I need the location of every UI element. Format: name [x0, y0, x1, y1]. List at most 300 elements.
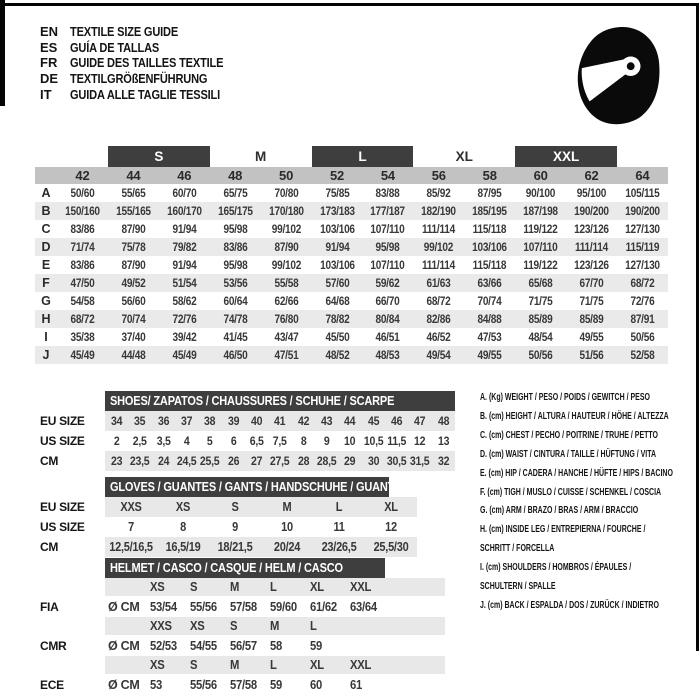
language-title-list [40, 24, 250, 102]
size-cell: 150/160 [65, 204, 100, 218]
data-row [40, 451, 455, 471]
size-cell: 52/58 [630, 348, 655, 362]
row-label: EU SIZE [40, 500, 85, 514]
value-cell: 28 [297, 454, 309, 468]
size-cell: 83/88 [375, 186, 400, 200]
size-cell: 50/60 [70, 186, 95, 200]
standard-label: ECE [40, 677, 64, 692]
row-values [105, 537, 417, 557]
value-cell: 35 [134, 414, 146, 428]
value-cell: 36 [157, 414, 169, 428]
size-cell: 123/126 [574, 222, 609, 236]
unit-label: Ø CM [108, 677, 140, 692]
size-cell: 95/98 [223, 222, 248, 236]
size-cell: 60/64 [223, 294, 248, 308]
size-cell: 182/190 [421, 204, 457, 218]
helmet-values [105, 596, 445, 617]
size-cell: 95/98 [223, 258, 248, 272]
language-code: IT [40, 86, 52, 102]
legend-line: E. (cm) HIP / CADERA / HANCHE / HÜFTE / HIPS / BACINO [480, 467, 673, 479]
size-cell: 51/54 [172, 276, 197, 290]
value-cell: 23/26,5 [321, 540, 357, 554]
measure-row-label: G [41, 294, 51, 308]
helmet-size-value: 52/53 [150, 638, 177, 653]
size-column-header: 60 [533, 168, 548, 183]
helmet-value-row [40, 635, 445, 656]
size-cell: 56/60 [121, 294, 146, 308]
size-cell: 83/86 [70, 222, 95, 236]
helmet-size-value: 59 [310, 638, 322, 653]
size-cell: 47/53 [477, 330, 502, 344]
size-cell: 65/68 [528, 276, 553, 290]
size-cell: 45/49 [172, 348, 197, 362]
helmet-size-header: S [190, 658, 198, 672]
row-values [105, 497, 417, 517]
size-band-l: L [312, 146, 414, 167]
size-cell: 55/65 [121, 186, 146, 200]
size-cell: 72/76 [630, 294, 655, 308]
size-cell: 48/52 [325, 348, 349, 362]
row-label: US SIZE [40, 520, 85, 534]
value-cell: 24 [157, 454, 169, 468]
measure-row-label: J [42, 348, 50, 362]
measure-row-label: H [41, 312, 51, 326]
size-cell: 165/175 [217, 204, 253, 218]
size-cell: 90/100 [525, 186, 556, 200]
size-band-m: M [255, 149, 267, 164]
size-band-xl: XL [455, 149, 473, 164]
size-cell: 46/52 [426, 330, 451, 344]
size-cell: 45/49 [70, 348, 95, 362]
helmet-size-header: XS [150, 658, 165, 672]
language-row [40, 55, 250, 71]
value-cell: 30,5 [386, 454, 407, 468]
value-cell: 27,5 [270, 454, 290, 468]
value-cell: 13 [437, 434, 449, 448]
value-cell: 2 [113, 434, 120, 448]
value-cell: 38 [204, 414, 216, 428]
size-cell: 84/88 [477, 312, 502, 326]
language-code: EN [40, 24, 59, 40]
language-title: GUIDA ALLE TAGLIE TESSILI [70, 86, 221, 102]
size-cell: 80/84 [375, 312, 400, 326]
value-cell: 23,5 [130, 454, 150, 468]
size-cell: 37/40 [121, 330, 146, 344]
size-cell: 115/118 [472, 222, 507, 236]
language-code: FR [40, 55, 58, 71]
helmet-values [105, 674, 445, 695]
size-row [35, 346, 668, 364]
size-cell: 53/56 [223, 276, 248, 290]
size-cell: 63/66 [477, 276, 502, 290]
language-title: TEXTILGRÖßENFÜHRUNG [70, 71, 208, 87]
data-row [40, 517, 417, 537]
value-cell: 46 [390, 414, 403, 428]
helmet-size-header-row [40, 656, 445, 674]
size-cell: 190/200 [625, 204, 660, 218]
helmet-size-header: L [270, 658, 277, 672]
helmet-size-value: 61 [350, 677, 362, 692]
size-column-header: 62 [584, 168, 599, 183]
measure-row-label: B [41, 204, 51, 218]
size-cell: 85/89 [579, 312, 604, 326]
size-column-header: 56 [431, 168, 446, 183]
size-cell: 82/86 [426, 312, 451, 326]
size-column-header: 44 [126, 168, 141, 183]
size-cell: 54/58 [70, 294, 95, 308]
value-cell: 20/24 [273, 540, 301, 554]
value-cell: 40 [251, 414, 263, 428]
size-cell: 119/122 [523, 258, 558, 272]
size-column-header: 54 [380, 168, 395, 183]
row-label: CM [40, 454, 59, 468]
size-cell: 173/183 [319, 204, 355, 218]
legend-line: C. (cm) CHEST / PECHO / POITRINE / TRUHE / PETTO [480, 429, 659, 441]
size-cell: 155/165 [116, 204, 151, 218]
size-column-header: 48 [228, 168, 243, 183]
helmet-size-header: XXS [150, 619, 172, 633]
value-cell: 31,5 [410, 454, 430, 468]
size-cell: 78/82 [325, 312, 349, 326]
legend-line: I. (cm) SHOULDERS / HOMBROS / ÉPAULES / [480, 562, 632, 574]
legend-line: SCHULTERN / SPALLE [480, 581, 556, 593]
helmet-size-value: 61/62 [310, 599, 337, 614]
size-column-header: 42 [75, 168, 90, 183]
helmet-size-header-row [40, 578, 445, 596]
value-cell: 37 [181, 414, 193, 428]
size-cell: 105/115 [625, 186, 660, 200]
size-row [35, 202, 668, 220]
value-cell: M [282, 500, 292, 514]
data-row [40, 431, 455, 451]
legend-line: F. (cm) TIGH / MUSLO / CUISSE / SCHENKEL / COSCIA [480, 486, 662, 498]
size-cell: 119/122 [523, 222, 558, 236]
value-cell: 32 [437, 454, 449, 468]
size-cell: 67/70 [579, 276, 604, 290]
value-cell: 5 [207, 434, 213, 448]
row-label: CM [40, 540, 59, 554]
language-row [40, 40, 250, 56]
size-row [35, 274, 668, 292]
size-cell: 95/98 [375, 240, 400, 254]
language-code: DE [40, 71, 59, 87]
size-column-header: 46 [177, 168, 192, 183]
size-cell: 46/51 [375, 330, 400, 344]
size-band-empty [57, 146, 108, 167]
helmet-size-header-row [40, 617, 445, 635]
size-cell: 87/90 [121, 258, 146, 272]
helmet-size-header: M [270, 619, 280, 633]
size-cell: 65/75 [223, 186, 248, 200]
size-column-header: 58 [482, 168, 497, 183]
size-cell: 111/114 [422, 222, 456, 236]
size-cell: 160/170 [166, 204, 202, 218]
frame-border-left [0, 0, 5, 106]
size-cell: 87/91 [630, 312, 655, 326]
row-values [105, 517, 417, 537]
section-title-band [105, 391, 455, 411]
size-column-header: 64 [635, 168, 650, 183]
row-values [105, 411, 455, 431]
frame-border-top [0, 3, 699, 6]
language-code: ES [40, 39, 58, 55]
size-cell: 57/60 [325, 276, 349, 290]
section-title: GLOVES / GUANTES / GANTS / HANDSCHUHE / GUANTI [110, 480, 398, 494]
size-row [35, 220, 668, 238]
value-cell: 18/21,5 [217, 540, 253, 554]
size-row [35, 184, 668, 202]
size-cell: 91/94 [325, 240, 349, 254]
size-band-s: S [108, 146, 210, 167]
size-cell: 59/62 [375, 276, 400, 290]
size-cell: 170/180 [268, 204, 304, 218]
helmet-size-header: M [230, 580, 240, 594]
gloves-size-table [40, 477, 417, 557]
helmet-size-table [40, 558, 445, 695]
helmet-value-row [40, 674, 445, 695]
size-cell: 68/72 [426, 294, 451, 308]
size-cell: 35/38 [70, 330, 95, 344]
size-cell: 72/76 [172, 312, 197, 326]
value-cell: L [335, 500, 343, 514]
size-cell: 187/198 [523, 204, 558, 218]
legend-line: SCHRITT / FORCELLA [480, 543, 555, 555]
section-title-row [40, 558, 445, 578]
measure-row-label: I [44, 330, 48, 344]
size-cell: 49/55 [477, 348, 502, 362]
value-cell: S [231, 500, 239, 514]
value-cell: 44 [344, 414, 356, 428]
size-cell: 87/90 [274, 240, 299, 254]
size-band-xxl: XXL [515, 146, 617, 167]
value-cell: 24,5 [176, 454, 197, 468]
helmet-size-value: 54/55 [190, 638, 217, 653]
size-cell: 103/106 [472, 240, 508, 254]
value-cell: 42 [297, 414, 309, 428]
helmet-size-headers [105, 617, 445, 635]
helmet-size-header: XL [310, 580, 324, 594]
size-cell: 76/80 [274, 312, 299, 326]
value-cell: 8 [300, 434, 307, 448]
size-cell: 127/130 [625, 258, 660, 272]
textile-size-table [35, 146, 668, 364]
size-cell: 48/54 [528, 330, 553, 344]
value-cell: 10 [344, 434, 356, 448]
helmet-size-value: 57/58 [230, 677, 257, 692]
value-cell: 12 [414, 434, 426, 448]
size-cell: 127/130 [625, 222, 660, 236]
helmet-size-header: XXL [350, 658, 372, 672]
size-cell: 190/200 [574, 204, 609, 218]
size-band-row [35, 146, 668, 167]
value-cell: 45 [367, 414, 379, 428]
size-cell: 49/54 [426, 348, 451, 362]
size-cell: 107/110 [370, 258, 405, 272]
size-cell: 64/68 [325, 294, 349, 308]
size-row [35, 256, 668, 274]
size-cell: 85/92 [426, 186, 451, 200]
size-cell: 87/95 [477, 186, 502, 200]
helmet-size-value: 55/56 [190, 677, 217, 692]
value-cell: 25,5 [200, 454, 220, 468]
value-cell: 6 [230, 434, 237, 448]
helmet-values [105, 635, 445, 656]
helmet-size-header: L [310, 619, 317, 633]
row-label: US SIZE [40, 434, 85, 448]
helmet-size-value: 56/57 [230, 638, 257, 653]
value-cell: 47 [414, 414, 426, 428]
size-cell: 91/94 [172, 258, 197, 272]
size-row [35, 328, 668, 346]
size-cell: 61/63 [426, 276, 451, 290]
size-cell: 66/70 [375, 294, 400, 308]
size-header-row [35, 167, 668, 184]
value-cell: 12 [385, 520, 397, 534]
language-title: TEXTILE SIZE GUIDE [70, 24, 179, 40]
language-row [40, 71, 250, 87]
size-cell: 103/106 [319, 222, 355, 236]
language-title: GUIDE DES TAILLES TEXTILE [70, 55, 224, 71]
size-cell: 87/90 [121, 222, 146, 236]
value-cell: 11,5 [387, 434, 407, 448]
size-cell: 177/187 [370, 204, 406, 218]
size-cell: 95/100 [576, 186, 607, 200]
size-cell: 185/195 [472, 204, 508, 218]
section-title-row [40, 391, 455, 411]
size-row [35, 292, 668, 310]
size-cell: 70/80 [274, 186, 299, 200]
value-cell: XS [175, 500, 191, 514]
size-cell: 47/50 [70, 276, 95, 290]
size-cell: 115/118 [472, 258, 507, 272]
row-label: EU SIZE [40, 414, 85, 428]
helmet-size-value: 53/54 [150, 599, 177, 614]
section-title-row [40, 477, 417, 497]
size-cell: 111/114 [422, 258, 456, 272]
value-cell: 6,5 [249, 434, 264, 448]
size-cell: 83/86 [223, 240, 248, 254]
helmet-size-value: 59/60 [270, 599, 297, 614]
size-column-header: 52 [329, 168, 345, 183]
size-cell: 71/74 [70, 240, 95, 254]
value-cell: 28,5 [316, 454, 337, 468]
value-cell: 16,5/19 [165, 540, 201, 554]
size-cell: 70/74 [477, 294, 502, 308]
value-cell: 10 [281, 520, 293, 534]
helmet-size-value: 57/58 [230, 599, 257, 614]
size-cell: 49/55 [579, 330, 604, 344]
size-cell: 55/58 [274, 276, 299, 290]
row-values [105, 431, 455, 451]
helmet-size-value: 59 [270, 677, 282, 692]
measure-row-label: C [41, 222, 51, 236]
helmet-size-headers [105, 578, 445, 596]
value-cell: 7 [128, 520, 134, 534]
size-row [35, 310, 668, 328]
value-cell: 11 [333, 520, 345, 534]
section-title: SHOES/ ZAPATOS / CHAUSSURES / SCHUHE / SCARPE [110, 394, 395, 408]
size-cell: 79/82 [172, 240, 197, 254]
size-cell: 60/70 [172, 186, 197, 200]
value-cell: 25,5/30 [373, 540, 409, 554]
size-cell: 71/75 [579, 294, 604, 308]
size-cell: 123/126 [574, 258, 609, 272]
size-cell: 50/56 [528, 348, 553, 362]
legend-line: J. (cm) BACK / ESPALDA / DOS / ZURÜCK / INDIETRO [480, 599, 659, 611]
value-cell: 43 [321, 414, 333, 428]
size-cell: 39/42 [172, 330, 197, 344]
standard-label: CMR [40, 638, 67, 653]
helmet-size-header: XL [310, 658, 324, 672]
size-cell: 44/48 [121, 348, 146, 362]
value-cell: 8 [180, 520, 186, 534]
value-cell: 26 [227, 454, 239, 468]
value-cell: 2,5 [133, 434, 147, 448]
value-cell: 23 [111, 454, 123, 468]
size-cell: 99/102 [424, 240, 454, 254]
helmet-size-header: S [190, 580, 198, 594]
helmet-size-headers [105, 656, 445, 674]
size-cell: 85/89 [528, 312, 553, 326]
size-cell: 115/119 [625, 240, 660, 254]
helmet-size-header: XS [190, 619, 205, 633]
measure-row-label: F [42, 276, 50, 290]
helmet-size-header: S [230, 619, 238, 633]
helmet-size-value: 53 [150, 677, 162, 692]
size-row [35, 238, 668, 256]
size-cell: 41/45 [223, 330, 248, 344]
size-cell: 68/72 [70, 312, 95, 326]
measure-row-label: A [41, 186, 51, 200]
size-cell: 71/75 [528, 294, 553, 308]
value-cell: 27 [251, 454, 263, 468]
language-row [40, 86, 250, 102]
helmet-value-row [40, 596, 445, 617]
value-cell: 7,5 [273, 434, 287, 448]
measure-row-label: E [41, 258, 51, 272]
value-cell: 9 [232, 520, 238, 534]
size-band-empty [617, 146, 668, 167]
size-cell: 99/102 [271, 222, 301, 236]
value-cell: 30 [367, 454, 379, 468]
value-cell: XXS [120, 500, 142, 514]
value-cell: 34 [111, 414, 123, 428]
legend-line: H. (cm) INSIDE LEG / ENTREPIERNA / FOURCHE / [480, 524, 646, 536]
value-cell: 48 [437, 414, 449, 428]
size-cell: 107/110 [523, 240, 558, 254]
helmet-size-value: 63/64 [350, 599, 377, 614]
size-cell: 83/86 [70, 258, 95, 272]
size-cell: 107/110 [370, 222, 405, 236]
value-cell: 4 [183, 434, 190, 448]
value-cell: 10,5 [363, 434, 384, 448]
size-cell: 111/114 [575, 240, 609, 254]
measure-row-label: D [41, 240, 51, 254]
size-cell: 51/56 [579, 348, 604, 362]
size-cell: 91/94 [172, 222, 197, 236]
data-row [40, 411, 455, 431]
value-cell: 41 [274, 414, 286, 428]
data-row [40, 537, 417, 557]
helmet-size-value: 60 [310, 677, 322, 692]
size-cell: 49/52 [121, 276, 146, 290]
shoes-size-table [40, 391, 455, 471]
value-cell: 9 [323, 434, 330, 448]
helmet-size-value: 55/56 [190, 599, 217, 614]
legend-line: B. (cm) HEIGHT / ALTURA / HAUTEUR / HÖHE / ALTEZZA [480, 410, 669, 422]
size-cell: 43/47 [274, 330, 299, 344]
size-cell: 75/85 [325, 186, 349, 200]
